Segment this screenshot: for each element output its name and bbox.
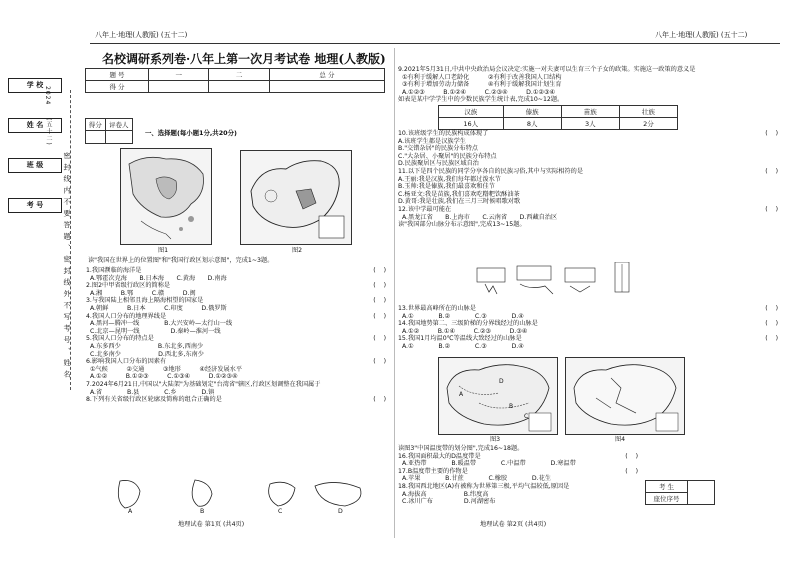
question-6-factors: ①气候 ②交通 ③地形 ④经济发展水平 [89, 365, 243, 373]
q13-options: A.① B.② C.③ D.④ [401, 312, 524, 320]
q11-b: B.玉帅:我是傣族,我们最喜欢和佳节 [398, 183, 495, 191]
shape-c-label: C [278, 508, 283, 515]
school-label: 学 校 [8, 78, 62, 93]
q15-options: A.① B.② C.③ D.④ [401, 342, 524, 350]
question-8: 8.下列有关省级行政区轮廓及简称的组合正确的是 ( ) [86, 396, 386, 404]
question-1-options: A.鄂霍次克海 B.日本海 C.黄海 D.南海 [89, 274, 227, 282]
question-16: 16.我国面积最大的D温度带是 ( ) [398, 452, 638, 460]
shape-d-label: D [338, 508, 343, 515]
question-7: 7.2024年6月21日,中国以"大陆架"为基础划定"台湾省"辖区,行政区划调整在我国属于 [86, 380, 321, 388]
q10-b: B."交错杂居"的民族分布特点 [398, 145, 478, 153]
ethnic-table: 汉族 傣族 苗族 壮族 16人 8人 3人 2分 [438, 105, 678, 130]
score-table: 题 号 一 二 总 分 得 分 [85, 68, 385, 93]
footer-right: 地理试卷 第2页 (共4页) [480, 521, 547, 528]
questions-13-15 [398, 305, 778, 351]
sidebar-year: 2024 [44, 86, 51, 106]
intro-q13-15: 读"我国部分山脉分布示意图",完成13~15题。 [398, 221, 526, 229]
question-14: 14.我国地势第二、三级阶梯的分界线经过的山脉是 ( ) [398, 320, 778, 328]
q14-options: A.①② B.①④ C.②③ D.③④ [401, 327, 528, 335]
question-15: 15.我国1月均温0℃等温线大致经过的山脉是 ( ) [398, 335, 778, 343]
question-9-items-a: ①有利于缓解人口老龄化 ②有利于改善我国人口结构 [401, 73, 562, 81]
class-label: 班 级 [8, 158, 62, 173]
table-intro: 如表是某中学学生中的少数民族学生统计表,完成10~12题。 [398, 96, 564, 104]
q11-c: C.杨亚文:我是苗族,我们喜欢吃糌粑饮酥油茶 [398, 190, 520, 198]
left-questions [86, 267, 386, 404]
province-shapes [110, 476, 380, 516]
question-9-items-b: ③有利于增加劳动力储备 ④有利于缓解我国计划生育 [401, 81, 562, 89]
question-4-options-b: C.北京—昆明一线 D.秦岭—淮河一线 [89, 327, 221, 335]
world-position-map [120, 148, 212, 245]
question-9-options: A.①②③ B.①②④ C.②③④ D.①②③④ [401, 88, 556, 96]
q10-d: D.民族聚居区与民族区域自治 [398, 160, 479, 168]
question-2-options: A.湘 B.鄂 C.赣 D.闽 [89, 289, 196, 297]
question-3-options: A.朝鲜 B.日本 C.印度 D.俄罗斯 [89, 304, 227, 312]
shape-a-label: A [128, 508, 133, 515]
page-header-right: 八年上·地理(人教版) (五十二) [655, 31, 748, 39]
question-5-options-a: A.东多西少 B.东北多,西南少 [89, 342, 204, 350]
svg-text:D: D [499, 378, 504, 385]
question-4-options-a: A.黑河—腾冲一线 B.大兴安岭—太行山一线 [89, 320, 233, 328]
question-5: 5.我国人口分布的特点是 ( ) [86, 335, 386, 343]
header-rule [90, 43, 780, 44]
question-10: 10.该班级学生的民族构成体现了 ( ) [398, 129, 778, 137]
fig4-caption: 图4 [615, 436, 626, 443]
q16-options: A.亚热带 B.暖温带 C.中温带 D.寒温带 [401, 460, 576, 468]
sidebar-code: (五十二) [45, 118, 52, 146]
question-11: 11.以下是四个民族的同学分享各自的民族习俗,其中与实际相符的是 ( ) [398, 167, 778, 175]
exam-number-label: 考 号 [8, 198, 62, 213]
page-header-left: 八年上·地理(人教版) (五十二) [95, 31, 188, 39]
fig2-caption: 图2 [292, 247, 303, 254]
right-questions [398, 66, 778, 229]
temperature-zone-map [438, 357, 558, 435]
question-13: 13.世界最高峰所在的山脉是 ( ) [398, 305, 778, 312]
question-6: 6.影响我国人口分布的因素有 ( ) [86, 358, 386, 366]
question-12: 12.该中学最可能在 ( ) [398, 205, 778, 213]
question-9: 9.2021年5月31日,中共中央政治局会议决定:实施一对夫妻可以生育三个子女的政策。实施这一政策的意义是 [398, 66, 696, 73]
question-18: 18.我国西北地区(A)有被称为世界第三极,平均气温较低,原因是 [398, 482, 570, 490]
fig3-caption: 图3 [490, 436, 501, 443]
q18-options-a: A.海拔高 B.纬度高 [401, 490, 489, 498]
china-province-map [240, 150, 352, 245]
terrain-map [565, 357, 685, 435]
seal-notice: 密封线内不要答题、密封线外不写考号、姓名 [63, 152, 71, 382]
intro-q16-18: 读图3"中国温度带的划分图",完成16~18题。 [398, 445, 524, 452]
questions-16-18 [398, 445, 778, 506]
name-label: 姓 名 [8, 118, 62, 133]
question-2: 2.图2中甲省级行政区的简称是 ( ) [86, 282, 386, 290]
shape-b-label: B [200, 508, 205, 515]
exam-title: 名校调研系列卷·八年上第一次月考试卷 地理(人教版) [102, 52, 386, 66]
svg-text:C: C [524, 413, 529, 420]
column-divider [394, 48, 395, 538]
seat-number-box: 考 生 座位序号 [645, 480, 715, 505]
mountain-diagrams [475, 262, 645, 300]
q11-a: A.王丽:我是汉族,我们每年都过泼水节 [398, 175, 501, 183]
intro-q1-3: 读"我国在世界上的位置图"和"我国行政区划示意图"，完成1~3题。 [88, 257, 274, 264]
q12-options: A.黑龙江省 B.上海市 C.云南省 D.西藏自治区 [401, 213, 558, 221]
question-5-options-b: C.北多南少 D.西北多,东南少 [89, 350, 204, 358]
fig1-caption: 图1 [158, 247, 169, 254]
q10-a: A.该班学生都是汉族学生 [398, 137, 466, 145]
footer-left: 地理试卷 第1页 (共4页) [178, 521, 245, 528]
question-7-options: A.省 B.县 C.乡 D.镇 [89, 388, 215, 396]
question-17: 17.B温度带主要的作物是 ( ) [398, 467, 638, 475]
svg-text:B: B [509, 403, 514, 410]
q10-c: C."大杂居、小聚居"的民族分布特点 [398, 152, 497, 160]
svg-text:A: A [459, 391, 464, 398]
q11-d: D.黄哥:我是壮族,我们在三月三时候唱歌对歌 [398, 198, 521, 206]
question-3: 3.与我国陆上相邻且海上隔海相望的国家是 ( ) [86, 297, 386, 305]
q18-options-b: C.冰川广布 D.河湖密布 [401, 498, 496, 506]
grader-table: 得分 评卷人 [85, 118, 133, 144]
section-one-title: 一、选择题(每小题1分,共20分) [145, 129, 237, 137]
question-1: 1.我国濒临的海洋是 ( ) [86, 267, 386, 274]
question-4: 4.我国人口分布的地理界线是 ( ) [86, 312, 386, 320]
q17-options: A.苹果 B.甘蔗 C.橡胶 D.花生 [401, 475, 552, 483]
question-6-options: A.①② B.①②③ C.①③④ D.①②③④ [89, 373, 238, 381]
